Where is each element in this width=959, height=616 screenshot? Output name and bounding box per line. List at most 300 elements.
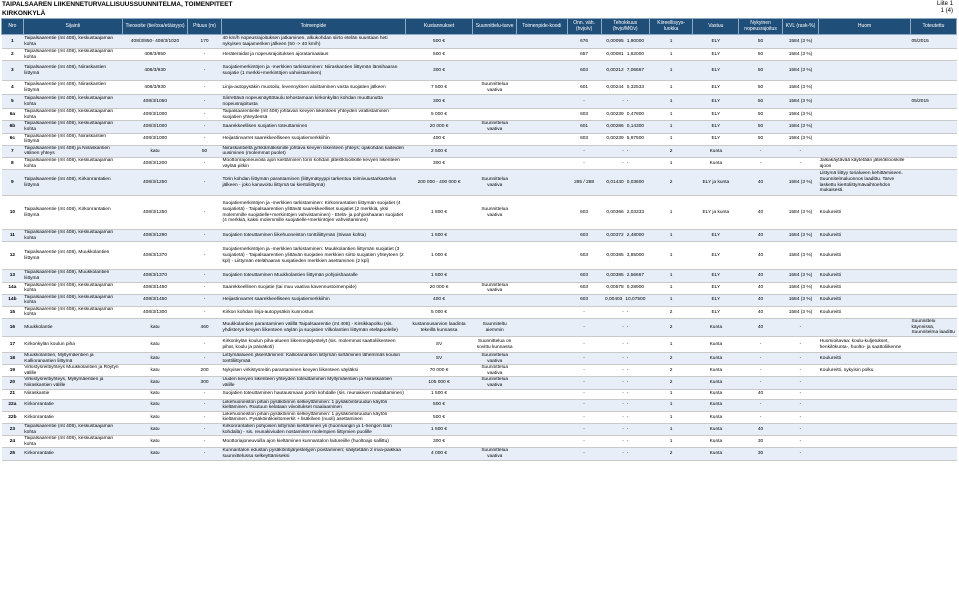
cell-pituus: - bbox=[188, 170, 222, 196]
cell-nopeus: 40 bbox=[739, 242, 783, 270]
cell-huom bbox=[819, 411, 911, 423]
cell-toteutettu bbox=[910, 270, 956, 282]
cell-kustannukset: 400 € bbox=[405, 294, 473, 306]
cell-koodi bbox=[516, 61, 567, 81]
cell-toteutettu bbox=[910, 121, 956, 133]
table-row bbox=[2, 49, 957, 61]
cell-toimenpide: Kirkon kohdan linja-autopysäkin kunnostus bbox=[221, 306, 405, 318]
table-row bbox=[2, 377, 957, 389]
cell-vastuu: ELY bbox=[693, 282, 739, 294]
cell-tehokkuus bbox=[601, 49, 649, 61]
cell-nopeus: 40 bbox=[739, 306, 783, 318]
cell-huom: Koulureitti bbox=[819, 270, 911, 282]
cell-luokka: 1 bbox=[649, 121, 693, 133]
cell-luokka: 1 bbox=[649, 35, 693, 49]
table-row bbox=[2, 306, 957, 318]
cell-tarve: Suunnittelua vaativa bbox=[473, 282, 517, 294]
cell-onn: 603 bbox=[567, 294, 601, 306]
cell-huom bbox=[819, 436, 911, 448]
cell-pituus: - bbox=[188, 196, 222, 230]
cell-vastuu: ELY bbox=[693, 49, 739, 61]
cell-tehokkuus-b: 7,06667 bbox=[626, 67, 645, 73]
cell-sijainti: Taipalsaarentie (mt 408) ja Niiraskantien välinen yhteys bbox=[23, 145, 122, 157]
table-row bbox=[2, 196, 957, 230]
cell-kustannukset: 1 800 € bbox=[405, 196, 473, 230]
cell-onn: 603 bbox=[567, 196, 601, 230]
cell-nro: 14a bbox=[2, 282, 24, 294]
cell-onn: - bbox=[567, 399, 601, 411]
cell-vastuu: ELY bbox=[693, 242, 739, 270]
cell-kustannukset: 4 000 € bbox=[405, 448, 473, 460]
cell-koodi bbox=[516, 230, 567, 242]
column-header-tarve: Suunnittelu-tarve bbox=[473, 19, 517, 35]
cell-huom bbox=[819, 399, 911, 411]
cell-kvl: - bbox=[782, 411, 818, 423]
cell-onn: - bbox=[567, 389, 601, 399]
cell-luokka: 1 bbox=[649, 399, 693, 411]
cell-tehokkuus bbox=[601, 294, 649, 306]
cell-toimenpide: Suojatiemerkintöjen ja -merkkien tarkistaminen: Muukkolantien liittymän suojatiet (3 suojatietä) - Taipalsaarentien ylittävän suojatien merkkien siirto suojatien yhteyteen (2 kpl) - Liittymän etelähaaran suojatieden merkkien asettaminen (2 kpl) bbox=[221, 242, 405, 270]
cell-tehokkuus-b: - bbox=[626, 438, 629, 444]
cell-onn: - bbox=[567, 424, 601, 436]
cell-kustannukset: 400 € bbox=[405, 133, 473, 145]
cell-koodi bbox=[516, 49, 567, 61]
cell-sijainti: Taipalsaarentie (mt 408), Kirkonrantatien liittymä bbox=[23, 196, 122, 230]
cell-toteutettu bbox=[910, 424, 956, 436]
cell-nro: 6b bbox=[2, 121, 24, 133]
cell-tehokkuus-a: 0,00212 bbox=[606, 67, 624, 73]
document-title: TAIPALSAAREN LIIKENNETURVALLISUUSSUUNNITELMA, TOIMENPITEET bbox=[2, 1, 233, 8]
cell-kustannukset: 300 € bbox=[405, 95, 473, 109]
cell-toteutettu bbox=[910, 157, 956, 169]
cell-kvl: 1584 (3 %) bbox=[782, 133, 818, 145]
cell-tehokkuus-b: - bbox=[626, 324, 629, 330]
table-row bbox=[2, 365, 957, 377]
cell-sijainti: Kirkonrantatie bbox=[23, 448, 122, 460]
cell-nopeus: 30 bbox=[739, 436, 783, 448]
cell-tehokkuus-a: - bbox=[622, 391, 624, 397]
cell-nro: 2 bbox=[2, 49, 24, 61]
cell-tarve bbox=[473, 95, 517, 109]
cell-kustannukset: 300 € bbox=[405, 157, 473, 169]
cell-nro: 12 bbox=[2, 242, 24, 270]
cell-toteutettu bbox=[910, 411, 956, 423]
cell-tehokkuus-a: 0,00239 bbox=[606, 111, 624, 117]
cell-koodi bbox=[516, 377, 567, 389]
cell-kvl: 1584 (3 %) bbox=[782, 61, 818, 81]
cell-sijainti: Muukkolantie bbox=[23, 319, 122, 337]
cell-toimenpide: Heijastinvarret saarekkeelliseen suojatiemerkkiihin bbox=[221, 294, 405, 306]
cell-tarve bbox=[473, 61, 517, 81]
cell-tehokkuus-b: 0,28900 bbox=[626, 285, 645, 291]
cell-nro: 9 bbox=[2, 170, 24, 196]
cell-toteutettu: 05/2015 bbox=[910, 35, 956, 49]
table-row bbox=[2, 230, 957, 242]
cell-tehokkuus-a: - bbox=[622, 98, 624, 104]
cell-toimenpide: Kunnantalon edustan pysäköintijärjestelyjen poistaminen; säilytetään 2 inva-paikkaa suunnittelussa selkeyttämiseksi bbox=[221, 448, 405, 460]
cell-toimenpide: Muukkolantien parantaminen välillä Taipalsaarentie (mt 408) - Kirsikkapolku (sis. yhdisteryn kevyen liikenteen väylän ja suojatien Vilkolantien liittymän eteläpuolelle) bbox=[221, 319, 405, 337]
cell-toteutettu bbox=[910, 81, 956, 95]
cell-tehokkuus bbox=[601, 145, 649, 157]
cell-toteutettu: 05/2015 bbox=[910, 95, 956, 109]
cell-kvl: - bbox=[782, 377, 818, 389]
cell-nro: 8 bbox=[2, 157, 24, 169]
cell-luokka: 1 bbox=[649, 81, 693, 95]
cell-koodi bbox=[516, 353, 567, 365]
table-row bbox=[2, 81, 957, 95]
cell-pituus: - bbox=[188, 436, 222, 448]
cell-kvl: 1584 (3 %) bbox=[782, 49, 818, 61]
cell-tieosoite: katu bbox=[122, 145, 187, 157]
cell-tarve bbox=[473, 145, 517, 157]
cell-tieosoite: 408/3/1250 bbox=[122, 196, 187, 230]
cell-huom bbox=[819, 389, 911, 399]
cell-onn: 603 bbox=[567, 270, 601, 282]
cell-kvl: - bbox=[782, 157, 818, 169]
cell-toteutettu bbox=[910, 242, 956, 270]
cell-sijainti: Taipalsaarentie (mt 408), Kirkonrantatien liittymä bbox=[23, 170, 122, 196]
cell-tarve: Suunnittelua vaativa bbox=[473, 121, 517, 133]
cell-sijainti: Niiraskantie bbox=[23, 389, 122, 399]
cell-onn: 601 bbox=[567, 81, 601, 95]
cell-luokka: 2 bbox=[649, 170, 693, 196]
cell-nopeus: 30 bbox=[739, 448, 783, 460]
cell-tehokkuus-b: - bbox=[626, 309, 629, 315]
table-row bbox=[2, 282, 957, 294]
cell-huom: Jalkakäytävää käytetään jätelöklooskille ajoon bbox=[819, 157, 911, 169]
cell-nro: 6a bbox=[2, 109, 24, 121]
cell-tieosoite: 408/3/930 bbox=[122, 81, 187, 95]
page-label: Liite 1 bbox=[936, 1, 953, 7]
cell-huom bbox=[819, 109, 911, 121]
cell-pituus: - bbox=[188, 157, 222, 169]
cell-tehokkuus-b: 2,03333 bbox=[626, 209, 645, 215]
cell-toimenpide: Suojatien toteuttaminen liikehuoneiston tonttiliittymän (Siwan kohta) bbox=[221, 230, 405, 242]
cell-tehokkuus-a: - bbox=[622, 368, 624, 374]
cell-tehokkuus-a: - bbox=[622, 160, 624, 166]
table-row bbox=[2, 399, 957, 411]
cell-tehokkuus-a: - bbox=[622, 355, 624, 361]
cell-tehokkuus-a: 0,00286 bbox=[606, 124, 624, 130]
cell-pituus: - bbox=[188, 411, 222, 423]
table-row bbox=[2, 95, 957, 109]
cell-toteutettu bbox=[910, 306, 956, 318]
cell-luokka: 2 bbox=[649, 365, 693, 377]
table-row bbox=[2, 270, 957, 282]
cell-sijainti: Taipalsaarentie (mt 408), keskustaajaman kohta bbox=[23, 294, 122, 306]
cell-koodi bbox=[516, 424, 567, 436]
cell-tehokkuus-b: - bbox=[626, 426, 629, 432]
cell-sijainti: Kirkonkylän koulun piha bbox=[23, 337, 122, 353]
cell-onn: 603 bbox=[567, 133, 601, 145]
page-indicator bbox=[937, 1, 953, 15]
cell-nopeus: 50 bbox=[739, 61, 783, 81]
table-row bbox=[2, 242, 957, 270]
cell-tehokkuus-b: 0,14300 bbox=[626, 124, 645, 130]
cell-luokka: 1 bbox=[649, 294, 693, 306]
cell-nro: 14b bbox=[2, 294, 24, 306]
cell-sijainti: Taipalsaarentie (mt 408), keskustaajaman kohta bbox=[23, 306, 122, 318]
cell-tehokkuus bbox=[601, 411, 649, 423]
cell-tehokkuus-b: - bbox=[626, 148, 629, 154]
cell-kustannukset: SV bbox=[405, 337, 473, 353]
cell-kvl: 1584 (3 %) bbox=[782, 230, 818, 242]
cell-kustannukset: 200 000 - 400 000 € bbox=[405, 170, 473, 196]
cell-koodi bbox=[516, 196, 567, 230]
cell-onn: - bbox=[567, 145, 601, 157]
cell-koodi bbox=[516, 319, 567, 337]
cell-huom bbox=[819, 81, 911, 95]
cell-onn: 603 bbox=[567, 242, 601, 270]
cell-nopeus: - bbox=[739, 365, 783, 377]
cell-nro: 10 bbox=[2, 196, 24, 230]
cell-kvl: - bbox=[782, 145, 818, 157]
cell-tehokkuus-a: - bbox=[622, 426, 624, 432]
cell-onn: - bbox=[567, 365, 601, 377]
cell-tarve bbox=[473, 242, 517, 270]
cell-nro: 15 bbox=[2, 306, 24, 318]
cell-tehokkuus bbox=[601, 306, 649, 318]
cell-kustannukset: 500 € bbox=[405, 35, 473, 49]
cell-pituus: - bbox=[188, 95, 222, 109]
cell-tehokkuus-b: - bbox=[626, 160, 629, 166]
cell-pituus: 200 bbox=[188, 365, 222, 377]
cell-kustannukset: 105 000 € bbox=[405, 377, 473, 389]
cell-sijainti: Muukkolantien, Myllymäentien ja Kallioranantien liittymä bbox=[23, 353, 122, 365]
cell-tehokkuus-a: - bbox=[622, 309, 624, 315]
cell-nopeus: 40 bbox=[739, 319, 783, 337]
cell-tehokkuus-a: 0,00095 bbox=[606, 38, 624, 44]
cell-koodi bbox=[516, 133, 567, 145]
cell-toimenpide: 40 km/h nopeusrajoituksen jatkaminen, alkukohdan siirto etelän suuntaan heti nykyisen taajameriken jälkeen (50 -> 40 km/h) bbox=[221, 35, 405, 49]
cell-luokka: 2 bbox=[649, 353, 693, 365]
cell-tarve: Suunnittelua vaativa bbox=[473, 353, 517, 365]
cell-nopeus: 50 bbox=[739, 121, 783, 133]
cell-pituus: 170 bbox=[188, 35, 222, 49]
cell-koodi bbox=[516, 294, 567, 306]
cell-tehokkuus-a: - bbox=[622, 438, 624, 444]
cell-tarve: Suunnittelua vaativa bbox=[473, 170, 517, 196]
cell-tehokkuus bbox=[601, 242, 649, 270]
table-header-row bbox=[2, 19, 957, 35]
cell-kustannukset: 1 500 € bbox=[405, 270, 473, 282]
cell-tehokkuus bbox=[601, 365, 649, 377]
table-row bbox=[2, 337, 957, 353]
table-row bbox=[2, 294, 957, 306]
cell-sijainti: Taipalsaarentie (mt 408), keskustaajaman kohta bbox=[23, 95, 122, 109]
cell-luokka: 1 bbox=[649, 389, 693, 399]
cell-luokka: 2 bbox=[649, 319, 693, 337]
cell-toimenpide: Heijastinvarret saarekkeelliseen suojatiemerkkiihin bbox=[221, 133, 405, 145]
cell-tieosoite: 408/3/1050 bbox=[122, 95, 187, 109]
cell-tieosoite: katu bbox=[122, 353, 187, 365]
cell-kustannukset: 500 € bbox=[405, 399, 473, 411]
cell-nro: 24 bbox=[2, 436, 24, 448]
table-row bbox=[2, 319, 957, 337]
cell-tieosoite: katu bbox=[122, 365, 187, 377]
cell-tehokkuus bbox=[601, 35, 649, 49]
cell-tehokkuus-a: 0,00081 bbox=[606, 51, 624, 57]
column-header-tieosoite: Tieosoite (tie/osa/etäisyys) bbox=[122, 19, 187, 35]
cell-tieosoite: 408/3/1290 bbox=[122, 230, 187, 242]
cell-nopeus: - bbox=[739, 399, 783, 411]
cell-tehokkuus bbox=[601, 196, 649, 230]
cell-toimenpide: Torin kohdan liittymän parantaminen (liittymätyyppi tarkentuu toimivuustarkastelun jälkeen - joko kanavoitu liittymä tai kiertoliittymä) bbox=[221, 170, 405, 196]
cell-koodi bbox=[516, 170, 567, 196]
cell-pituus: - bbox=[188, 49, 222, 61]
cell-vastuu: ELY bbox=[693, 35, 739, 49]
cell-onn: 285 / 288 bbox=[567, 170, 601, 196]
cell-nro: 18 bbox=[2, 353, 24, 365]
cell-onn: - bbox=[567, 306, 601, 318]
cell-onn: 603 bbox=[567, 230, 601, 242]
cell-tehokkuus bbox=[601, 282, 649, 294]
cell-huom bbox=[819, 121, 911, 133]
cell-tieosoite: 408/3/1000 bbox=[122, 109, 187, 121]
cell-tehokkuus bbox=[601, 121, 649, 133]
table-row bbox=[2, 121, 957, 133]
cell-tehokkuus-b: 10,07500 bbox=[625, 297, 646, 303]
cell-nopeus: 50 bbox=[739, 81, 783, 95]
cell-pituus: - bbox=[188, 121, 222, 133]
cell-toimenpide: Niiraskantieltä jyrkkämäkisinille johtava kevyen liikenteen yhteys; ojakohdan kaiteiden uusiminen (molemmat puolet) bbox=[222, 145, 405, 157]
cell-sijainti: Taipalsaarentie (mt 408), Muukkolantien liittymä bbox=[23, 270, 122, 282]
cell-onn: - bbox=[567, 319, 601, 337]
cell-sijainti: Virkistysreittiyhteys, Myllymäentien ja Niiraskantien välille bbox=[23, 377, 122, 389]
cell-onn: - bbox=[567, 411, 601, 423]
cell-onn: 603 bbox=[567, 109, 601, 121]
cell-toimenpide: Suojatien toteuttaminen Muukkolantien liittymän pohjoishaaralle bbox=[221, 270, 405, 282]
cell-kvl: 1584 (3 %) bbox=[782, 306, 818, 318]
cell-pituus: - bbox=[188, 389, 222, 399]
column-header-tehokkuus: Tehokkuus (hvjo/M€/v) bbox=[601, 19, 649, 35]
cell-tarve: Suunnittelua on sovittu kunnassa bbox=[473, 337, 517, 353]
cell-vastuu: Kunta bbox=[693, 424, 739, 436]
cell-kvl: - bbox=[782, 337, 818, 353]
table-row bbox=[2, 353, 957, 365]
cell-vastuu: Kunta bbox=[693, 377, 739, 389]
cell-koodi bbox=[516, 242, 567, 270]
cell-nopeus: - bbox=[739, 411, 783, 423]
cell-tieosoite: 408/3/850- 408/3/1020 bbox=[122, 35, 187, 49]
cell-nopeus: 40 bbox=[739, 294, 783, 306]
cell-luokka: 1 bbox=[649, 49, 693, 61]
cell-tehokkuus-b: - bbox=[626, 98, 629, 104]
cell-toteutettu bbox=[910, 353, 956, 365]
cell-nopeus: 40 bbox=[739, 230, 783, 242]
cell-koodi bbox=[516, 399, 567, 411]
cell-tieosoite: 408/3/1000 bbox=[122, 133, 187, 145]
cell-tehokkuus bbox=[601, 337, 649, 353]
cell-tarve bbox=[473, 389, 517, 399]
cell-toimenpide: Uuden kevyen liikenteen yhteyden toteuttaminen Myllymäentien ja Niiraskantien välille bbox=[221, 377, 405, 389]
table-body bbox=[2, 35, 957, 461]
cell-tehokkuus-a: 0,00385 bbox=[606, 253, 624, 259]
table-row bbox=[2, 35, 957, 49]
cell-tieosoite: katu bbox=[122, 399, 187, 411]
cell-nopeus: 50 bbox=[739, 49, 783, 61]
cell-tehokkuus-b: - bbox=[626, 391, 629, 397]
cell-tarve bbox=[473, 399, 517, 411]
cell-toimenpide: Kirkonrantatien pohjoisen liittymän kieltäminen yli (huonnangin ja 1-hengen tilan kohdalla) - sis. reunakiviuden nostaminen molempien liittymien puolille bbox=[221, 424, 405, 436]
cell-tehokkuus-b: - bbox=[626, 414, 629, 420]
cell-kustannukset: 1 500 € bbox=[405, 389, 473, 399]
cell-tarve bbox=[473, 306, 517, 318]
cell-tehokkuus-b: - bbox=[626, 341, 629, 347]
cell-tieosoite: 408/3/1450 bbox=[122, 294, 187, 306]
cell-tieosoite: 408/3/930 bbox=[122, 61, 187, 81]
cell-koodi bbox=[516, 411, 567, 423]
cell-toimenpide: Heräteraidat ja nopeusrajoituksen ajoratamaalaus bbox=[221, 49, 405, 61]
cell-nro: 4 bbox=[2, 81, 24, 95]
cell-nro: 16 bbox=[2, 319, 24, 337]
cell-tehokkuus bbox=[601, 448, 649, 460]
cell-onn: 676 bbox=[567, 35, 601, 49]
cell-toteutettu bbox=[910, 365, 956, 377]
cell-tehokkuus-b: 0,32533 bbox=[626, 84, 645, 90]
cell-tehokkuus bbox=[601, 399, 649, 411]
cell-nro: 25 bbox=[2, 448, 24, 460]
cell-vastuu: ELY bbox=[693, 294, 739, 306]
cell-kustannukset: 20 000 € bbox=[405, 282, 473, 294]
cell-tehokkuus bbox=[601, 270, 649, 282]
cell-huom bbox=[819, 133, 911, 145]
cell-huom: Koulureitti, nykyisin polku bbox=[819, 365, 911, 377]
cell-kvl: - bbox=[782, 319, 818, 337]
table-row bbox=[2, 109, 957, 121]
column-header-luokka: Kiireellisyys-luokka bbox=[649, 19, 693, 35]
cell-nro: 17 bbox=[2, 337, 24, 353]
cell-tehokkuus-a: - bbox=[622, 402, 624, 408]
cell-kvl: 1584 (3 %) bbox=[782, 95, 818, 109]
cell-tehokkuus-b: - bbox=[626, 380, 629, 386]
cell-toimenpide: Nykyisen virkistysreitin parantaminen kevyen liikenteen väyläksi bbox=[221, 365, 405, 377]
cell-pituus: 50 bbox=[188, 145, 222, 157]
cell-nopeus: 50 bbox=[739, 35, 783, 49]
cell-onn: - bbox=[567, 353, 601, 365]
cell-tieosoite: katu bbox=[122, 411, 187, 423]
cell-luokka: 1 bbox=[649, 282, 693, 294]
cell-pituus: 460 bbox=[188, 319, 222, 337]
cell-huom: Huomioitavaa: koulu-kuljetukset, henkilökunta-, huolto- ja saattoliikenne bbox=[819, 337, 911, 353]
cell-tieosoite: katu bbox=[122, 448, 187, 460]
cell-pituus: - bbox=[188, 270, 222, 282]
table-row bbox=[2, 389, 957, 399]
cell-kustannukset: 70 000 € bbox=[405, 365, 473, 377]
cell-huom: Koulureitti bbox=[819, 282, 911, 294]
column-header-toimenpide: Toimenpide bbox=[221, 19, 405, 35]
cell-vastuu: Kunta bbox=[693, 436, 739, 448]
cell-toimenpide: Moottoriajoneuvoilla ajon kieltäminen kunnantalon laitureiille (huoltoajo sallittu) bbox=[221, 436, 405, 448]
cell-sijainti: Taipalsaarentie (mt 408), Niiraskantien liittymä bbox=[23, 81, 122, 95]
cell-onn: - bbox=[567, 436, 601, 448]
cell-nopeus: 50 bbox=[739, 95, 783, 109]
cell-tehokkuus-a: 0,00244 bbox=[606, 84, 624, 90]
cell-tehokkuus bbox=[601, 377, 649, 389]
cell-tarve bbox=[473, 424, 517, 436]
cell-vastuu: ELY bbox=[693, 270, 739, 282]
column-header-nro: Nro bbox=[2, 19, 24, 35]
cell-vastuu: ELY bbox=[693, 306, 739, 318]
cell-onn: 601 bbox=[567, 121, 601, 133]
cell-huom: Koulureitti bbox=[819, 353, 911, 365]
cell-tehokkuus-a: - bbox=[622, 148, 624, 154]
cell-tieosoite: katu bbox=[122, 377, 187, 389]
cell-toimenpide: Taipalsaarentielle (mt 408) johtavan kevyen liikenteen yhteyden virallistaminen suojatien yhteydessä bbox=[221, 109, 405, 121]
cell-onn: - bbox=[567, 448, 601, 460]
cell-kvl: - bbox=[782, 424, 818, 436]
table-row bbox=[2, 448, 957, 460]
